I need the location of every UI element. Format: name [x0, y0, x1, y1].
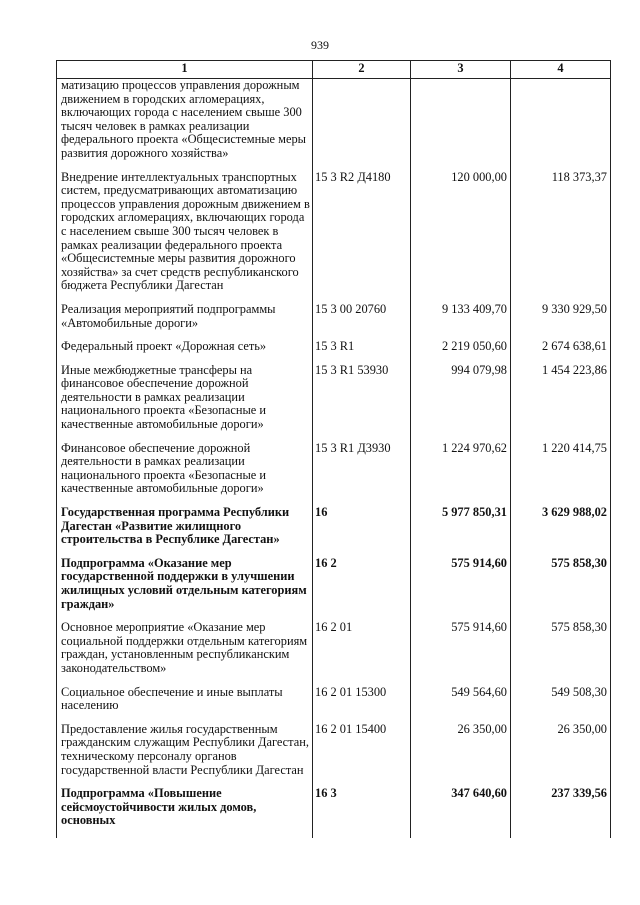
column-header-2: 2 — [313, 61, 411, 79]
page-number: 939 — [311, 38, 329, 52]
table-row — [57, 621, 611, 675]
row-value-2: 3 629 988,02 — [511, 506, 611, 547]
row-value-2: 575 858,30 — [511, 621, 611, 675]
row-value-2 — [511, 79, 611, 161]
row-code — [313, 79, 411, 161]
spacer-cell — [57, 828, 313, 838]
row-value-2: 26 350,00 — [511, 723, 611, 777]
row-description: Внедрение интеллектуальных транспортных систем, предусматривающих автоматизацию процессов управления дорожным движением в городских агломерациях, включающих города с населением свыше 300 тысяч человек в рамках реализации федерального проекта «Общесистемные меры развития дорожного хозяйства» за счет средств республиканского бюджета Республики Дагестан — [57, 171, 313, 293]
row-code: 15 3 R1 Д3930 — [313, 442, 411, 496]
table-row — [57, 506, 611, 547]
row-code: 15 3 R1 — [313, 340, 411, 354]
row-description: Подпрограмма «Повышение сейсмоустойчивости жилых домов, основных — [57, 787, 313, 828]
spacer-cell — [313, 828, 411, 838]
column-header-4: 4 — [511, 61, 611, 79]
spacer-cell — [313, 496, 411, 506]
row-description: Социальное обеспечение и иные выплаты населению — [57, 686, 313, 713]
row-description: Подпрограмма «Оказание мер государственной поддержки в улучшении жилищных условий отдельным категориям граждан» — [57, 557, 313, 611]
row-code: 16 3 — [313, 787, 411, 828]
row-value-1: 994 079,98 — [411, 364, 511, 432]
row-code: 16 — [313, 506, 411, 547]
spacer-cell — [511, 828, 611, 838]
row-value-2: 549 508,30 — [511, 686, 611, 713]
row-value-1: 26 350,00 — [411, 723, 511, 777]
row-description: Основное мероприятие «Оказание мер социальной поддержки отдельным категориям граждан, установленным республиканским законодательством» — [57, 621, 313, 675]
table-row — [57, 303, 611, 330]
table-row — [57, 787, 611, 828]
table-row — [57, 79, 611, 161]
row-value-1: 347 640,60 — [411, 787, 511, 828]
row-value-1: 575 914,60 — [411, 621, 511, 675]
row-description: Финансовое обеспечение дорожной деятельности в рамках реализации национального проекта «Безопасные и качественные автомобильные дороги» — [57, 442, 313, 496]
row-value-2: 118 373,37 — [511, 171, 611, 293]
row-code: 16 2 01 15400 — [313, 723, 411, 777]
column-header-3: 3 — [411, 61, 511, 79]
table-row — [57, 557, 611, 611]
row-value-1 — [411, 79, 511, 161]
row-code: 16 2 01 — [313, 621, 411, 675]
row-value-2: 1 454 223,86 — [511, 364, 611, 432]
row-value-1: 2 219 050,60 — [411, 340, 511, 354]
table-row — [57, 686, 611, 713]
table-row — [57, 340, 611, 354]
row-description: матизацию процессов управления дорожным движением в городских агломерациях, включающих города с населением свыше 300 тысяч человек в рамках реализации федерального проекта «Общесистемные меры развития дорожного хозяйства» — [57, 79, 313, 161]
row-description: Иные межбюджетные трансферы на финансовое обеспечение дорожной деятельности в рамках реализации национального проекта «Безопасные и качественные автомобильные дороги» — [57, 364, 313, 432]
row-value-2: 2 674 638,61 — [511, 340, 611, 354]
row-spacer — [57, 828, 611, 838]
budget-table — [56, 60, 611, 838]
row-code: 15 3 R1 53930 — [313, 364, 411, 432]
row-value-1: 9 133 409,70 — [411, 303, 511, 330]
table-row — [57, 171, 611, 293]
table-row — [57, 364, 611, 432]
row-value-1: 5 977 850,31 — [411, 506, 511, 547]
row-value-2: 237 339,56 — [511, 787, 611, 828]
row-description: Предоставление жилья государственным гражданским служащим Республики Дагестан, техническому персоналу органов государственной власти Республики Дагестан — [57, 723, 313, 777]
row-value-2: 575 858,30 — [511, 557, 611, 611]
table-row — [57, 723, 611, 777]
row-description: Реализация мероприятий подпрограммы «Автомобильные дороги» — [57, 303, 313, 330]
column-header-1: 1 — [57, 61, 313, 79]
row-code: 16 2 — [313, 557, 411, 611]
table-header-row — [57, 61, 611, 79]
row-value-2: 9 330 929,50 — [511, 303, 611, 330]
row-description: Государственная программа Республики Дагестан «Развитие жилищного строительства в Республике Дагестан» — [57, 506, 313, 547]
row-value-1: 120 000,00 — [411, 171, 511, 293]
row-code: 15 3 00 20760 — [313, 303, 411, 330]
table-row — [57, 442, 611, 496]
row-value-1: 549 564,60 — [411, 686, 511, 713]
spacer-cell — [411, 828, 511, 838]
row-value-1: 575 914,60 — [411, 557, 511, 611]
row-description: Федеральный проект «Дорожная сеть» — [57, 340, 313, 354]
row-value-1: 1 224 970,62 — [411, 442, 511, 496]
row-code: 16 2 01 15300 — [313, 686, 411, 713]
row-code: 15 3 R2 Д4180 — [313, 171, 411, 293]
row-value-2: 1 220 414,75 — [511, 442, 611, 496]
